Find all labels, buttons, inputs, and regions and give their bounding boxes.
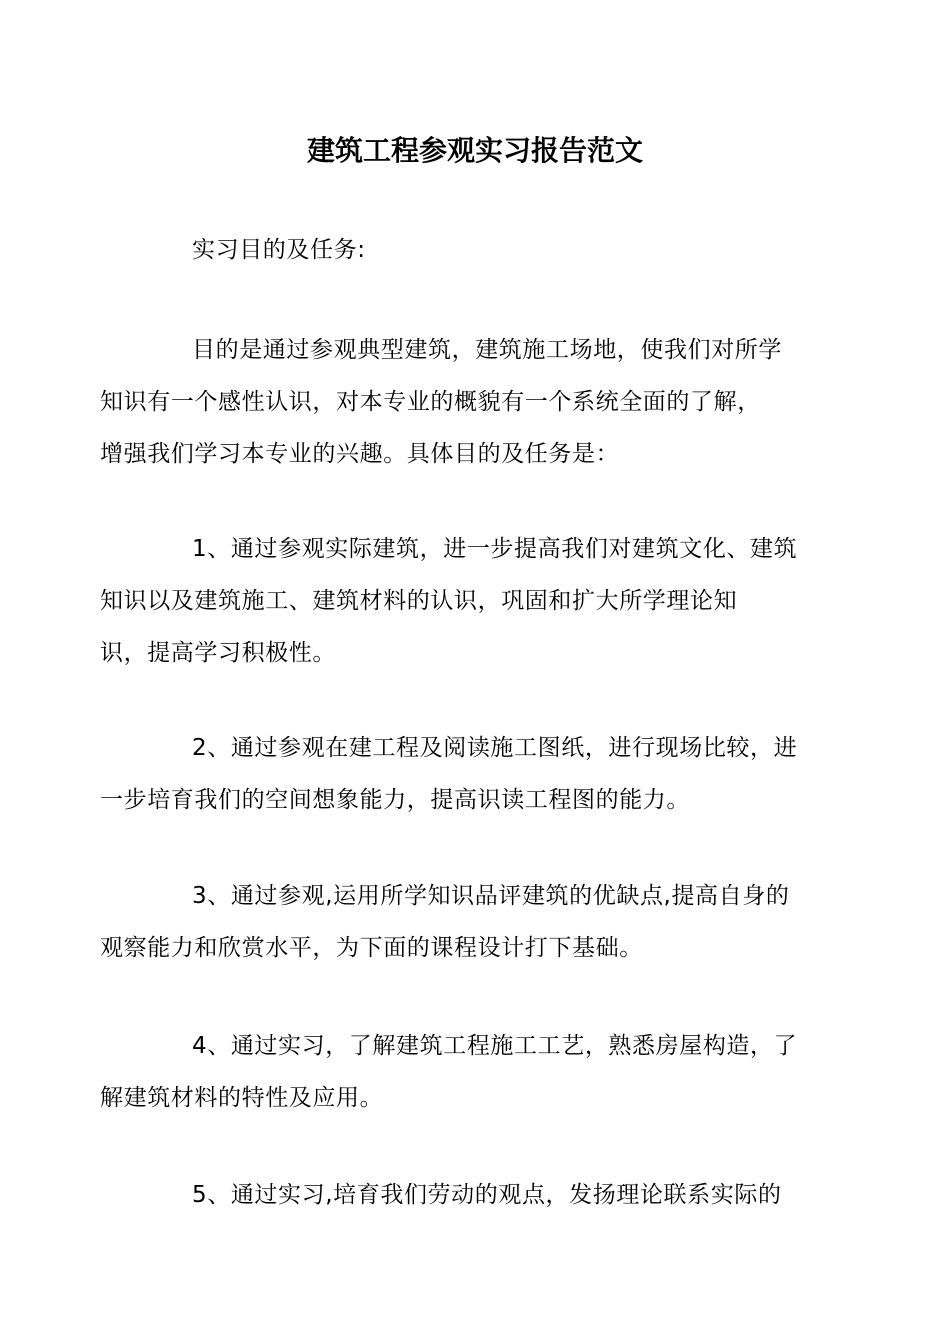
paragraph-line: 增强我们学习本专业的兴趣。具体目的及任务是：	[100, 441, 620, 467]
paragraph-purpose	[100, 324, 816, 480]
paragraph-item-1	[100, 523, 816, 679]
paragraph-line: 知识以及建筑施工、建筑材料的认识，巩固和扩大所学理论知	[100, 588, 738, 614]
section-heading	[146, 224, 816, 276]
document-title: 建筑工程参观实习报告范文	[306, 134, 643, 167]
paragraph-line: 识，提高学习积极性。	[100, 640, 336, 666]
paragraph-line: 3、通过参观,运用所学知识品评建筑的优缺点,提高自身的	[192, 883, 790, 909]
paragraph-item-5	[146, 1169, 816, 1221]
paragraph-line: 2、通过参观在建工程及阅读施工图纸，进行现场比较，进	[192, 735, 798, 761]
paragraph-line: 目的是通过参观典型建筑，建筑施工场地，使我们对所学	[192, 337, 782, 363]
paragraph-line: 解建筑材料的特性及应用。	[100, 1085, 384, 1111]
paragraph-item-2	[100, 722, 816, 826]
paragraph-line: 5、通过实习,培育我们劳动的观点，发扬理论联系实际的	[192, 1182, 782, 1208]
paragraph-line: 实习目的及任务:	[192, 237, 366, 263]
paragraph-line: 观察能力和欣赏水平，为下面的课程设计打下基础。	[100, 935, 643, 961]
paragraph-item-3	[100, 870, 816, 974]
paragraph-line: 一步培育我们的空间想象能力，提高识读工程图的能力。	[100, 787, 690, 813]
paragraph-item-4	[100, 1020, 816, 1124]
paragraph-line: 知识有一个感性认识，对本专业的概貌有一个系统全面的了解，	[100, 389, 761, 415]
paragraph-line: 1、通过参观实际建筑，进一步提高我们对建筑文化、建筑	[192, 536, 798, 562]
paragraph-line: 4、通过实习，了解建筑工程施工工艺，熟悉房屋构造，了	[192, 1033, 798, 1059]
